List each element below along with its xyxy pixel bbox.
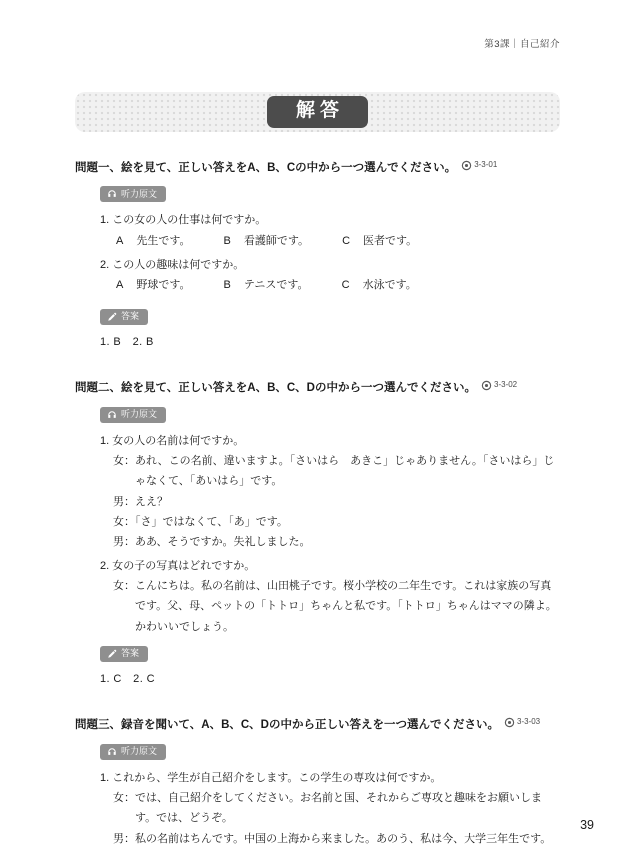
- page-header: [75, 36, 560, 50]
- dialogue-line: 女：あれ、この名前、違いますよ。「さいはら あきこ」じゃありません。「さいはら」じゃなくて、「あいはら」です。: [113, 454, 555, 488]
- section-body: [100, 398, 560, 690]
- option-label: A: [116, 279, 124, 292]
- option: [116, 235, 190, 247]
- answer-badge: [100, 646, 148, 662]
- section-heading-text: 問題二、絵を見て、正しい答えをA、B、C、Dの中から一つ選んでください。: [75, 382, 476, 395]
- section-mondai-1: [75, 159, 560, 352]
- option-text: 水泳です。: [362, 279, 417, 292]
- audio-disc-icon: [461, 160, 472, 171]
- section-mondai-3: [75, 716, 560, 849]
- answer-banner: [75, 92, 560, 132]
- section-heading: [75, 716, 560, 734]
- question-text: 2. この人の趣味は何ですか。: [100, 259, 245, 272]
- audio-track-number: 3-3-03: [517, 717, 541, 727]
- question-text: 1. これから、学生が自己紹介をします。この学生の専攻は何ですか。: [100, 771, 442, 784]
- pencil-icon: [107, 649, 117, 659]
- option-label: C: [341, 279, 350, 292]
- dialogue-line: 女：では、自己紹介をしてください。お名前と国、それからご専攻と趣味をお願いします。では、どうぞ。: [113, 792, 542, 825]
- transcript-badge: [100, 186, 166, 202]
- dialogue-block: [113, 451, 560, 553]
- audio-track-number: 3-3-02: [494, 380, 518, 390]
- transcript-badge: [100, 744, 166, 760]
- dialogue-block: [113, 788, 560, 849]
- answer-values: 1. C 2. C: [100, 672, 155, 685]
- section-heading: [75, 379, 560, 397]
- headphones-icon: [107, 747, 117, 757]
- page-number: 39: [580, 818, 594, 832]
- transcript-badge-label: 听力原文: [121, 409, 158, 419]
- pencil-icon: [107, 312, 117, 322]
- option-text: 野球です。: [136, 279, 191, 292]
- dialogue-line: 男：ええ？: [113, 495, 168, 508]
- options-row: [116, 275, 560, 295]
- section-heading: [75, 159, 560, 177]
- option-label: B: [223, 234, 231, 247]
- answer-badge: [100, 309, 148, 325]
- question-text: 2. 女の子の写真はどれですか。: [100, 559, 256, 572]
- option: [116, 279, 190, 291]
- option-text: 医者です。: [363, 234, 418, 247]
- transcript-badge-label: 听力原文: [121, 188, 158, 199]
- audio-marker: [504, 716, 540, 729]
- option-text: 看護師です。: [243, 234, 309, 247]
- option: [224, 235, 309, 247]
- option-label: C: [342, 234, 351, 247]
- answer-badge-label: 答案: [121, 311, 140, 322]
- option-label: B: [223, 279, 231, 292]
- dialogue-line: 女：こんにちは。私の名前は、山田桃子です。桜小学校の二年生です。これは家族の写真です。父、母、ペットの「トトロ」ちゃんと私です。「トトロ」ちゃんはママの隣よ。かわいいでしょう。: [113, 579, 557, 633]
- dialogue-line: 男：私の名前はちんです。中国の上海から来ました。あのう、私は今、大学三年生です。: [113, 832, 552, 845]
- audio-track-number: 3-3-01: [474, 160, 498, 170]
- dialogue-line: 男：ああ、そうですか。失礼しました。: [113, 536, 311, 549]
- headphones-icon: [107, 189, 117, 199]
- option: [342, 279, 417, 291]
- section-heading-text: 問題三、録音を聞いて、A、B、C、Dの中から正しい答えを一つ選んでください。: [75, 719, 499, 732]
- section-heading-text: 問題一、絵を見て、正しい答えをA、B、Cの中から一つ選んでください。: [75, 162, 457, 174]
- option-text: 先生です。: [136, 234, 191, 247]
- section-body: [100, 735, 560, 849]
- chapter-label: 第3課｜自己紹介: [484, 39, 560, 50]
- dialogue-line: 女：「さ」ではなくて、「あ」です。: [113, 515, 288, 528]
- question-text: 1. 女の人の名前は何ですか。: [100, 434, 245, 447]
- audio-disc-icon: [481, 380, 492, 391]
- audio-marker: [481, 379, 517, 392]
- answer-badge-label: 答案: [121, 648, 140, 659]
- audio-disc-icon: [504, 717, 515, 728]
- options-row: [116, 231, 560, 251]
- audio-marker: [461, 159, 497, 172]
- banner-title: 解答: [267, 96, 368, 128]
- transcript-badge-label: 听力原文: [121, 746, 158, 757]
- transcript-badge: [100, 407, 166, 423]
- option-label: A: [116, 234, 124, 247]
- option-text: テニスです。: [243, 279, 309, 292]
- section-mondai-2: [75, 379, 560, 689]
- option: [224, 279, 309, 291]
- option: [342, 235, 417, 247]
- answer-values: 1. B 2. B: [100, 335, 154, 348]
- question-text: 1. この女の人の仕事は何ですか。: [100, 214, 267, 227]
- section-body: [100, 177, 560, 352]
- dialogue-block: [113, 576, 560, 637]
- headphones-icon: [107, 410, 117, 420]
